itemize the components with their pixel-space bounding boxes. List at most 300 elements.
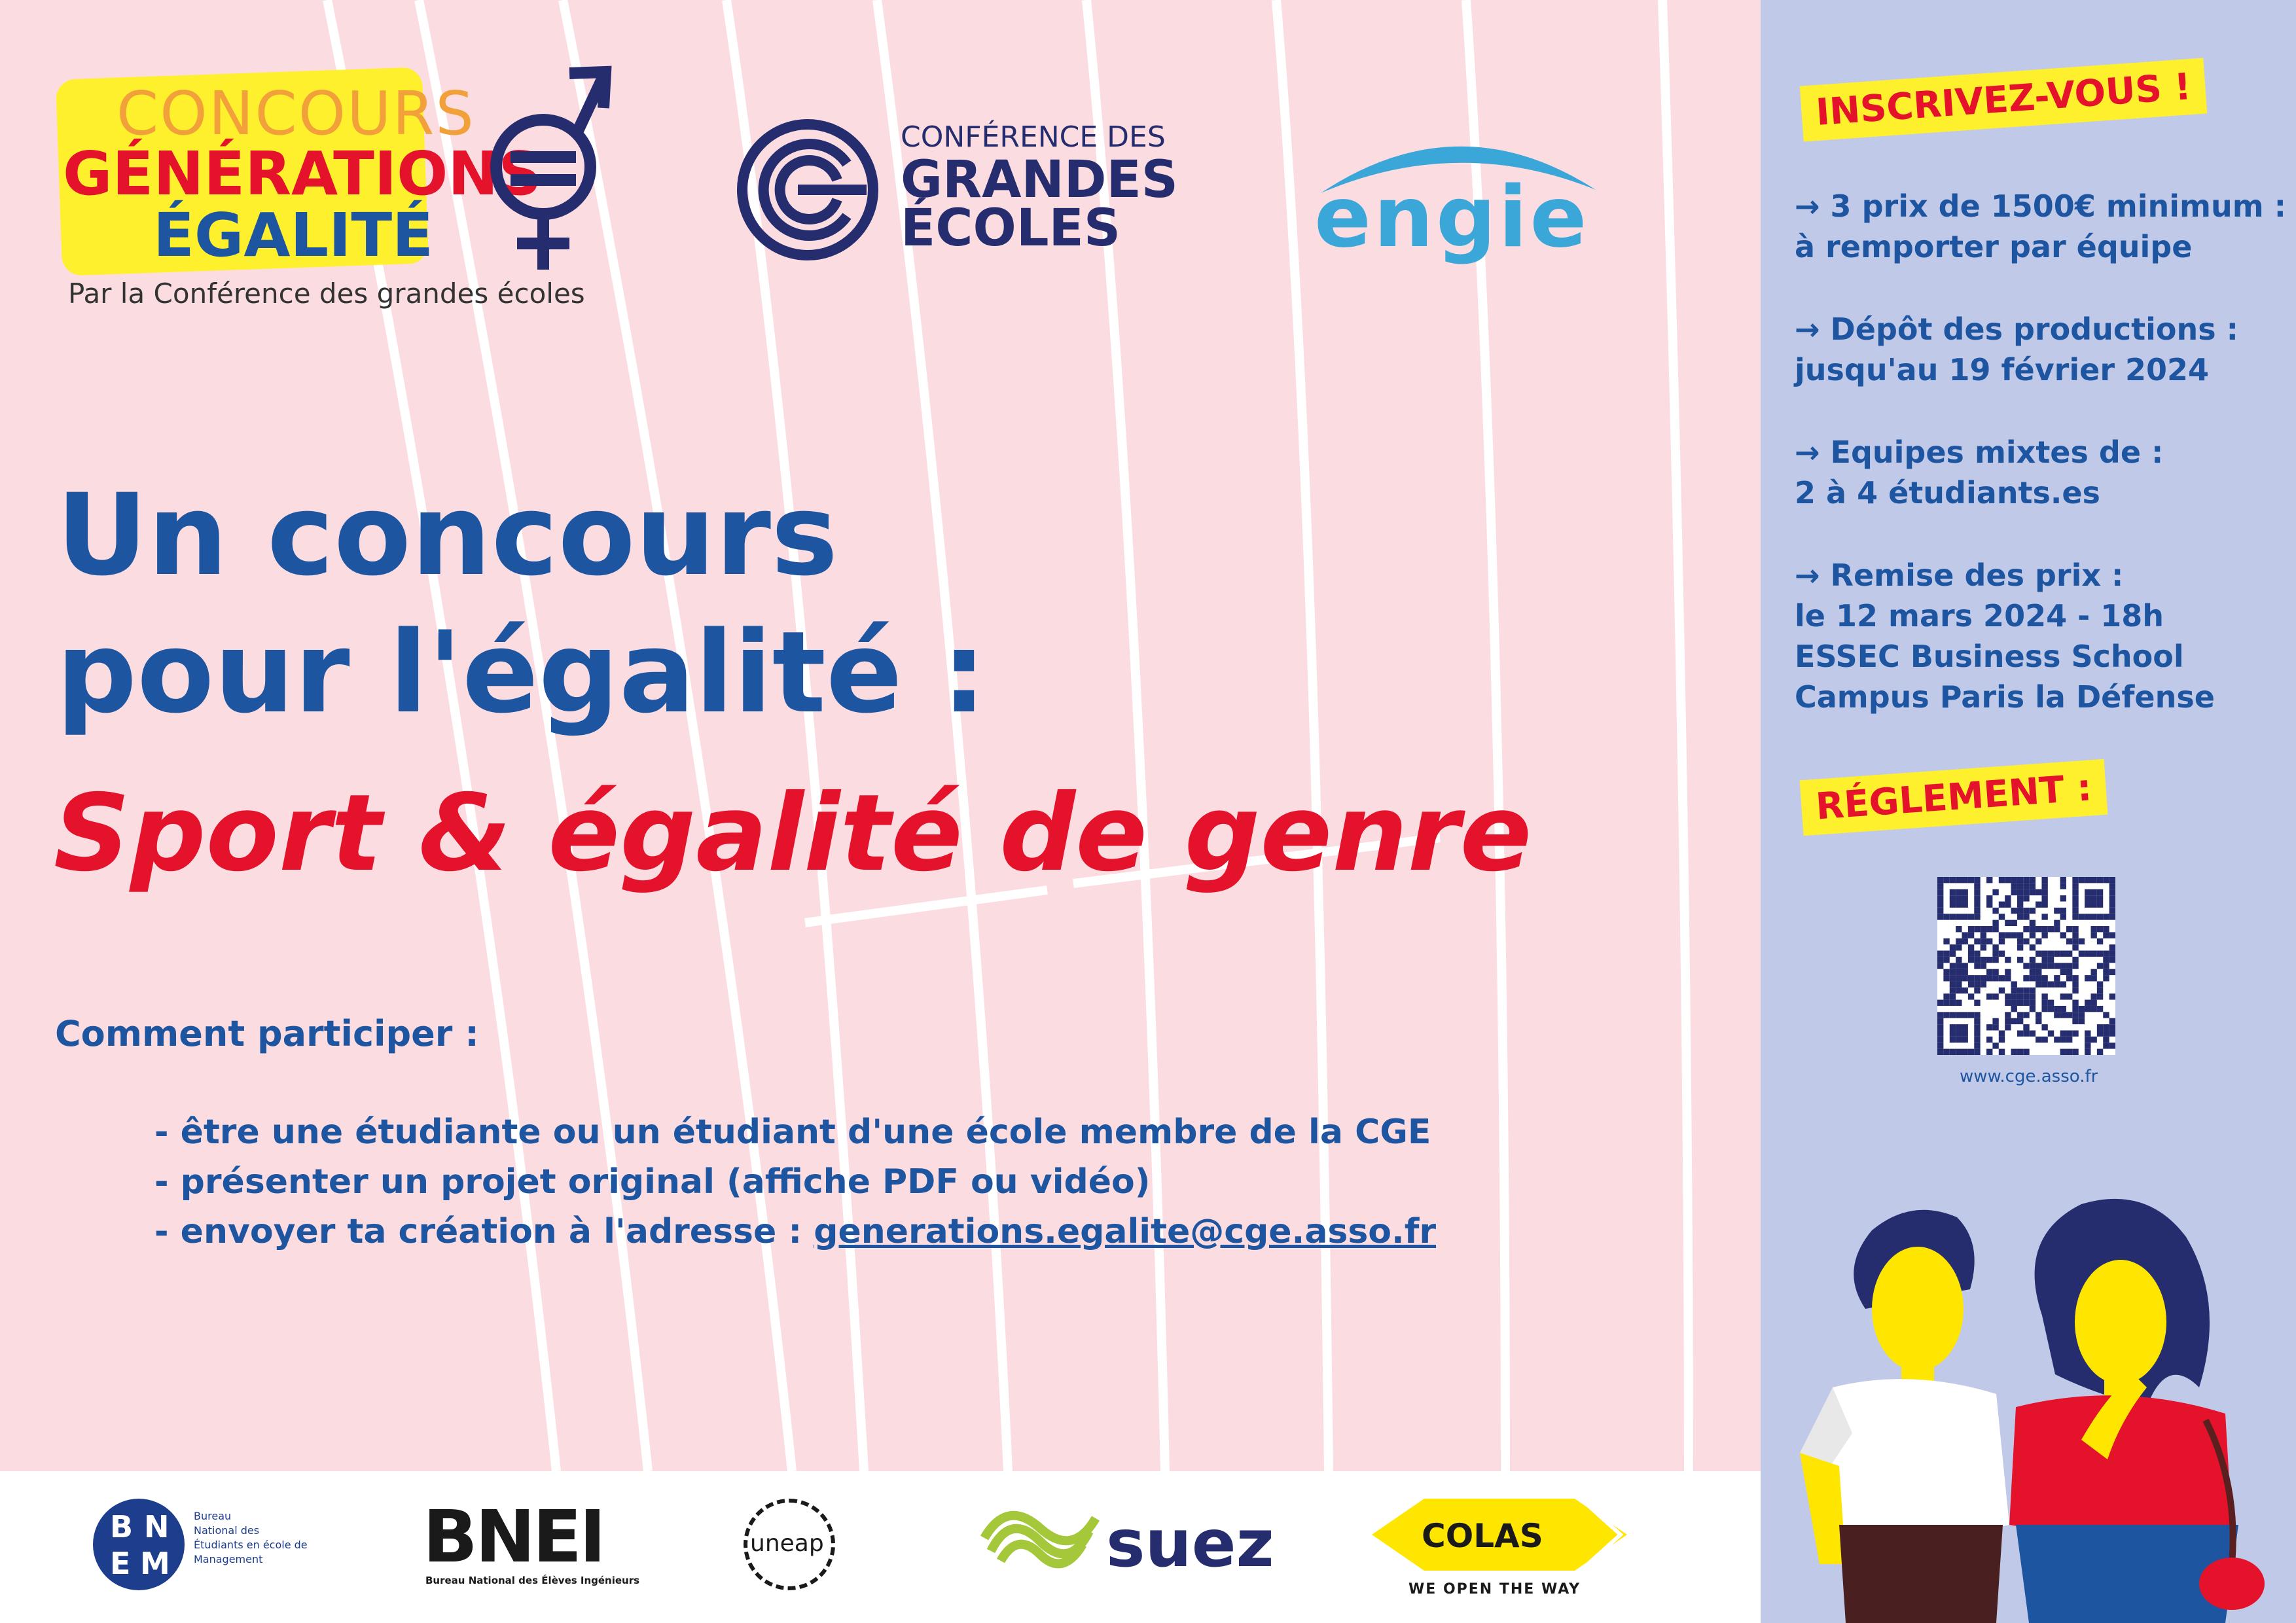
qr-module [2090,975,2096,981]
info-block-ceremony [1795,555,2215,717]
qr-module [2011,932,2017,938]
students-illustration [1780,1158,2284,1623]
qr-module [1968,981,1974,987]
qr-module [2066,1037,2072,1043]
qr-module [1962,1012,1968,1018]
qr-module [2085,1043,2090,1048]
qr-module [2041,902,2047,908]
qr-module [2103,914,2109,919]
qr-module [1992,908,1998,914]
qr-module [2041,951,2047,957]
qr-module [1968,957,1974,963]
qr-module [2097,951,2103,957]
qr-module [1956,889,1962,895]
qr-module [2011,908,2017,914]
qr-module [1937,883,1943,889]
qr-module [2054,975,2060,981]
qr-module [1962,1030,1968,1036]
info-block-prizes [1795,186,2286,267]
qr-module [1937,951,1943,957]
qr-module [2090,1006,2096,1012]
qr-module [2041,932,2047,938]
qr-module [1981,938,1986,944]
qr-module [2072,1012,2078,1018]
qr-module [2097,938,2103,944]
qr-module [2079,1012,2085,1018]
qr-module [2066,1012,2072,1018]
qr-module [1956,969,1962,975]
qr-module [2066,975,2072,981]
qr-module [2011,1006,2017,1012]
qr-module [1956,957,1962,963]
qr-module [2079,914,2085,919]
qr-module [2011,1018,2017,1024]
qr-module [2085,914,2090,919]
qr-module [1943,951,1949,957]
gender-equality-icon [484,59,615,275]
qr-module [1956,1024,1962,1030]
qr-module [2097,988,2103,993]
qr-module [2036,951,2041,957]
bnem-text-line1: Bureau [194,1510,232,1522]
qr-module [2005,957,2011,963]
qr-module [2023,975,2029,981]
qr-module [1986,969,1992,975]
qr-module [1968,932,1974,938]
qr-module [2072,963,2078,969]
qr-module [1999,988,2005,993]
qr-module [2072,1006,2078,1012]
qr-module [2085,951,2090,957]
qr-module [1974,908,1980,914]
qr-module [2011,1000,2017,1006]
qr-module [2060,1012,2066,1018]
qr-module [1956,877,1962,883]
qr-module [2054,1006,2060,1012]
contact-email-link[interactable]: generations.egalite@cge.asso.fr [814,1212,1437,1251]
qr-module [2109,957,2115,963]
qr-module [1950,1000,1956,1006]
qr-module [2048,1030,2054,1036]
qr-module [2103,1043,2109,1048]
info-ceremony-line4: Campus Paris la Défense [1795,679,2215,715]
bnem-letter-n: N [144,1509,170,1544]
qr-module [1943,1000,1949,1006]
qr-module [1943,914,1949,919]
qr-module [2066,938,2072,944]
qr-module [1968,1049,1974,1055]
qr-module [2072,981,2078,987]
qr-module [2109,908,2115,914]
qr-module [1943,1049,1949,1055]
qr-module [2041,963,2047,969]
qr-module [1962,938,1968,944]
qr-module [1999,1030,2005,1036]
qr-module [2023,908,2029,914]
qr-module [2041,1024,2047,1030]
qr-module [1950,1030,1956,1036]
qr-module [2017,944,2023,950]
qr-module [2097,902,2103,908]
qr-module [1992,975,1998,981]
qr-module [1937,1024,1943,1030]
qr-module [2017,877,2023,883]
qr-module [2036,969,2041,975]
qr-module [2109,895,2115,901]
qr-module [2011,981,2017,987]
cge-line2: GRANDES [901,151,1178,209]
qr-module [2066,1049,2072,1055]
qr-module [2017,883,2023,889]
qr-module [2054,926,2060,932]
qr-module [2017,1030,2023,1036]
qr-module [2017,993,2023,999]
qr-module [2109,944,2115,950]
bnem-text-line2: National des [194,1524,260,1537]
qr-module [1986,1024,1992,1030]
colas-wordmark: COLAS [1422,1517,1543,1555]
concours-word: CONCOURS [117,79,475,149]
qr-module [2072,975,2078,981]
qr-module [1962,889,1968,895]
qr-module [2060,1049,2066,1055]
qr-module [1974,938,1980,944]
qr-module [1999,1049,2005,1055]
qr-module [1962,988,1968,993]
qr-module [1937,963,1943,969]
qr-module [2103,1012,2109,1018]
qr-module [2023,1024,2029,1030]
qr-module [1992,957,1998,963]
participation-step-2: - présenter un projet original (affiche PDF ou vidéo) [154,1162,1151,1202]
qr-module [1968,975,1974,981]
qr-module [2085,1049,2090,1055]
qr-module [1950,993,1956,999]
qr-module [1968,951,1974,957]
qr-module [2054,981,2060,987]
suez-wave-icon [978,1505,1102,1577]
qr-module [1943,957,1949,963]
qr-module [2097,889,2103,895]
participation-step-3 [154,1212,1436,1251]
qr-module [2060,883,2066,889]
qr-module [2023,1049,2029,1055]
qr-module [2054,963,2060,969]
qr-module [1950,914,1956,919]
qr-module [2066,1030,2072,1036]
qr-module [1956,926,1962,932]
qr-module [2030,926,2036,932]
qr-module [1937,902,1943,908]
info-block-teams [1795,432,2163,513]
qr-module [2109,1024,2115,1030]
qr-module [2090,926,2096,932]
qr-module [1974,914,1980,919]
qr-module [1950,951,1956,957]
qr-module [1943,1012,1949,1018]
qr-module [1950,963,1956,969]
qr-module [1968,914,1974,919]
suez-wordmark: suez [1106,1505,1274,1582]
qr-module [2011,920,2017,926]
qr-module [2017,1000,2023,1006]
qr-module [2072,889,2078,895]
qr-module [2054,1012,2060,1018]
qr-module [2060,914,2066,919]
qr-module [1999,951,2005,957]
qr-module [2005,902,2011,908]
qr-module [2036,938,2041,944]
qr-module [2109,1018,2115,1024]
qr-module [2005,920,2011,926]
qr-module [1937,1012,1943,1018]
qr-module [2011,988,2017,993]
colas-tagline: WE OPEN THE WAY [1408,1581,1581,1597]
bnem-text-line4: Management [194,1553,263,1565]
qr-module [2085,1037,2090,1043]
how-to-title: Comment participer : [55,1013,479,1054]
qr-module [1981,957,1986,963]
qr-module [1974,877,1980,883]
qr-module [1968,877,1974,883]
qr-module [1937,1000,1943,1006]
qr-module [2103,957,2109,963]
qr-module [2085,877,2090,883]
qr-module [1968,1012,1974,1018]
qr-module [1943,975,1949,981]
qr-module [1968,993,1974,999]
qr-module [2060,993,2066,999]
qr-module [1950,877,1956,883]
qr-module [2023,889,2029,895]
qr-module [2011,889,2017,895]
qr-module [1950,975,1956,981]
qr-module [2097,895,2103,901]
qr-module [2103,975,2109,981]
info-ceremony-line2: le 12 mars 2024 - 18h [1795,598,2164,633]
qr-module [1999,975,2005,981]
qr-module [1962,902,1968,908]
qr-module [1962,877,1968,883]
qr-module [1992,920,1998,926]
cge-line1: CONFÉRENCE DES [901,120,1166,154]
qr-module [2103,1030,2109,1036]
qr-module [1956,975,1962,981]
qr-module [2005,993,2011,999]
bnei-name: BNEI [423,1495,603,1578]
qr-module [2017,902,2023,908]
qr-module [2072,1018,2078,1024]
info-prizes-line1: → 3 prix de 1500€ minimum : [1795,188,2287,224]
qr-module [1981,932,1986,938]
qr-module [2048,963,2054,969]
qr-module [2048,957,2054,963]
qr-module [1950,895,1956,901]
qr-module [1974,988,1980,993]
qr-module [2017,908,2023,914]
bnem-circle [93,1499,185,1590]
qr-module [2103,1037,2109,1043]
uneap-wordmark: uneap [750,1530,824,1557]
bnem-letter-e: E [110,1546,131,1581]
qr-module [2060,908,2066,914]
qr-module [2109,1043,2115,1048]
qr-module [2041,975,2047,981]
generations-word: GÉNÉRATIONS [63,139,542,209]
qr-module [2041,1000,2047,1006]
qr-module [2023,1012,2029,1018]
qr-module [2005,975,2011,981]
qr-module [2023,877,2029,883]
qr-module [1950,902,1956,908]
qr-module [2060,895,2066,901]
qr-module [2041,914,2047,919]
qr-module [2060,1030,2066,1036]
qr-module [1981,975,1986,981]
qr-module [2066,969,2072,975]
qr-module [2109,889,2115,895]
qr-module [2072,914,2078,919]
qr-module [2041,883,2047,889]
qr-module [2023,895,2029,901]
qr-module [2005,877,2011,883]
qr-module [1981,981,1986,987]
qr-module [1937,908,1943,914]
qr-module [2060,1006,2066,1012]
qr-module [1956,1037,1962,1043]
qr-module [1956,914,1962,919]
qr-module [2109,877,2115,883]
qr-module [1992,889,1998,895]
qr-module [1950,944,1956,950]
qr-module [2048,981,2054,987]
qr-module [1956,938,1962,944]
qr-module [2072,902,2078,908]
qr-module [1974,981,1980,987]
qr-module [1974,1049,1980,1055]
qr-module [1956,1030,1962,1036]
qr-module [1992,969,1998,975]
info-block-deadline [1795,309,2238,390]
qr-module [2072,1049,2078,1055]
qr-module [2097,914,2103,919]
qr-module [1999,938,2005,944]
qr-module [2090,969,2096,975]
qr-module [1986,993,1992,999]
qr-module [2017,1012,2023,1018]
info-ceremony-line1: → Remise des prix : [1795,558,2124,593]
egalite-word: ÉGALITÉ [153,200,434,270]
qr-module [1986,938,1992,944]
qr-module [1937,889,1943,895]
qr-module [2090,877,2096,883]
qr-module [2090,1000,2096,1006]
qr-module [2041,926,2047,932]
qr-module [2085,1030,2090,1036]
qr-module [1950,889,1956,895]
qr-module [1992,1043,1998,1048]
qr-module [2023,1000,2029,1006]
qr-module [2048,951,2054,957]
qr-module [1956,944,1962,950]
qr-module [2041,957,2047,963]
qr-module [2097,877,2103,883]
qr-module [2103,1024,2109,1030]
qr-module [2090,1037,2096,1043]
qr-module [1950,988,1956,993]
qr-module [1974,951,1980,957]
qr-module [2085,1006,2090,1012]
qr-module [2085,902,2090,908]
qr-module [2097,1024,2103,1030]
qr-module [2030,993,2036,999]
qr-module [1986,957,1992,963]
qr-module [1974,895,1980,901]
qr-module [2011,877,2017,883]
qr-module [2017,889,2023,895]
qr-module [1943,938,1949,944]
qr-module [1974,1000,1980,1006]
qr-module [2103,926,2109,932]
qr-module [2085,975,2090,981]
qr-module [2054,920,2060,926]
qr-module [1981,926,1986,932]
qr-module [2109,951,2115,957]
info-teams-line2: 2 à 4 étudiants.es [1795,475,2100,510]
qr-module [1956,895,1962,901]
qr-module [2011,883,2017,889]
qr-module [1937,877,1943,883]
qr-module [1974,1024,1980,1030]
qr-module [1974,975,1980,981]
qr-module [2036,926,2041,932]
qr-module [2109,1030,2115,1036]
qr-module [1950,981,1956,987]
qr-module [1974,1037,1980,1043]
qr-module [2072,988,2078,993]
qr-module [1937,1018,1943,1024]
qr-module [1992,993,1998,999]
qr-module [1974,963,1980,969]
bnem-text-line3: Étudiants en école de [194,1539,308,1551]
qr-module [2097,1049,2103,1055]
qr-module [2090,932,2096,938]
qr-module [1962,914,1968,919]
qr-module [2023,883,2029,889]
rules-qr-code[interactable] [1937,877,2115,1055]
qr-module [1937,895,1943,901]
qr-module [2030,969,2036,975]
qr-module [2030,889,2036,895]
qr-module [1962,1037,1968,1043]
qr-module [1956,1012,1962,1018]
qr-module [2030,1030,2036,1036]
qr-module [2023,926,2029,932]
qr-module [2079,1006,2085,1012]
qr-module [1937,1037,1943,1043]
qr-module [2072,957,2078,963]
qr-module [1974,926,1980,932]
qr-module [2060,969,2066,975]
qr-module [2030,963,2036,969]
qr-module [2097,963,2103,969]
qr-module [1937,957,1943,963]
qr-module [2041,895,2047,901]
qr-module [2072,877,2078,883]
qr-module [2085,1000,2090,1006]
qr-module [2090,914,2096,919]
qr-module [1937,1043,1943,1048]
